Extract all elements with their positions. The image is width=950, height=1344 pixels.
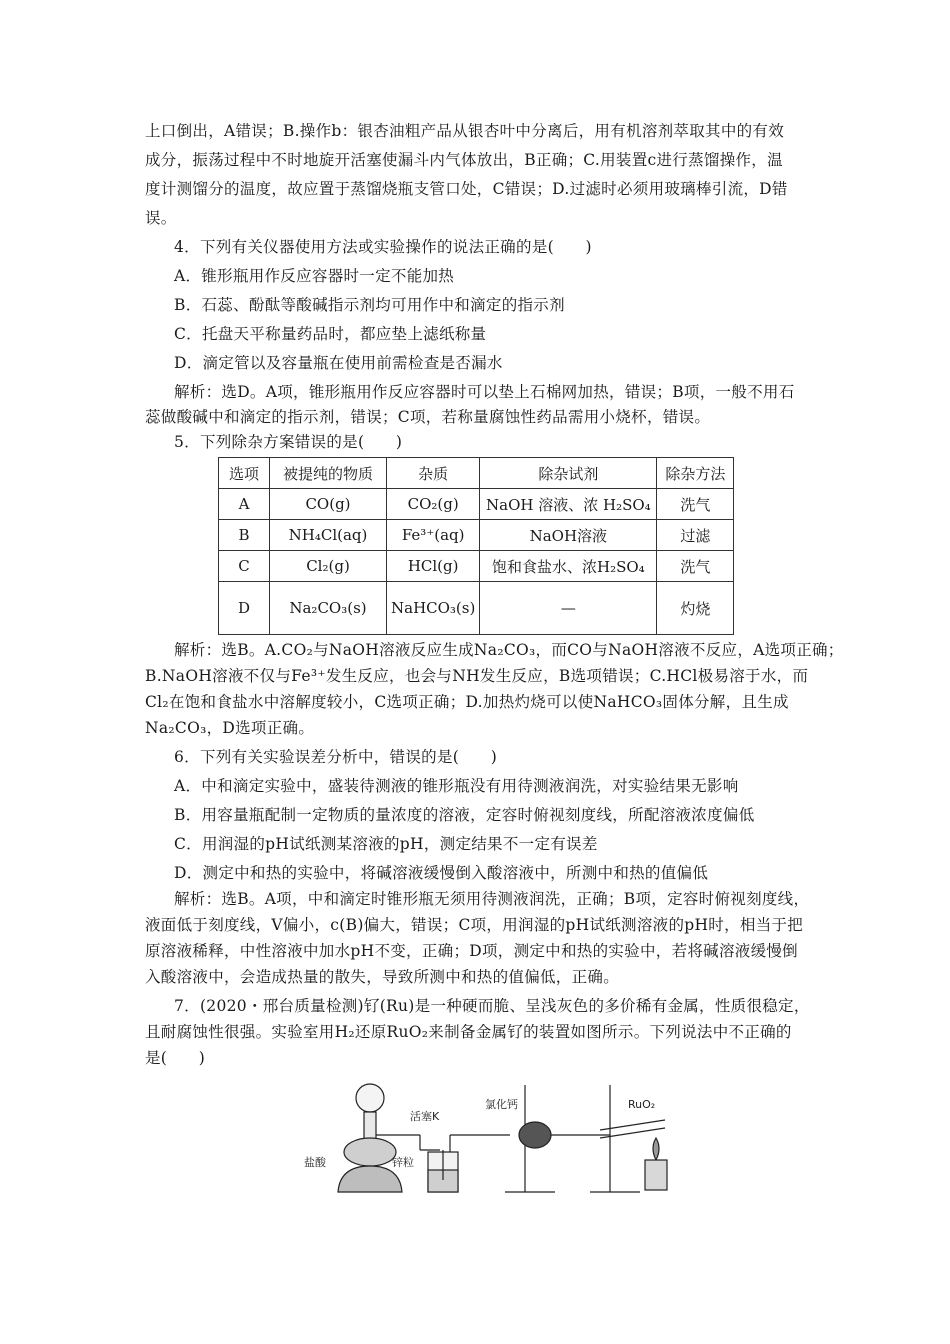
question-5-stem: 5．下列除杂方案错误的是( ) bbox=[174, 433, 403, 451]
text-line: 误。 bbox=[145, 209, 177, 227]
table-header: 杂质 bbox=[387, 458, 480, 489]
option-c: C．用润湿的pH试纸测某溶液的pH，测定结果不一定有误差 bbox=[174, 835, 598, 853]
table-cell: NaOH溶液 bbox=[480, 520, 657, 551]
table-header-row bbox=[219, 458, 734, 489]
valve-label: 活塞K bbox=[410, 1110, 440, 1123]
zinc-label: 锌粒 bbox=[392, 1156, 414, 1169]
text-line: 成分，振荡过程中不时地旋开活塞使漏斗内气体放出，B正确；C.用装置c进行蒸馏操作，温 bbox=[145, 151, 783, 169]
impurity-table bbox=[218, 457, 734, 635]
table-cell: 灼烧 bbox=[657, 582, 734, 635]
table-cell: NH₄Cl(aq) bbox=[270, 520, 387, 551]
drying-tube bbox=[505, 1085, 610, 1192]
table-cell: NaOH 溶液、浓 H₂SO₄ bbox=[480, 489, 657, 520]
explanation-line: 入酸溶液中，会造成热量的散失，导致所测中和热的值偏低，正确。 bbox=[145, 968, 620, 986]
question-7-stem: 7．(2020・邢台质量检测)钌(Ru)是一种硬而脆、呈浅灰色的多价稀有金属，性质很稳定， bbox=[174, 997, 810, 1015]
table-cell: A bbox=[219, 489, 270, 520]
explanation-line: Cl₂在饱和食盐水中溶解度较小，C选项正确；D.加热灼烧可以使NaHCO₃固体分解，且生成 bbox=[145, 693, 789, 711]
table-row bbox=[219, 582, 734, 635]
table-cell: 过滤 bbox=[657, 520, 734, 551]
table-header: 除杂方法 bbox=[657, 458, 734, 489]
table-cell: Cl₂(g) bbox=[270, 551, 387, 582]
explanation-line: 蕊做酸碱中和滴定的指示剂，错误；C项，若称量腐蚀性药品需用小烧杯，错误。 bbox=[145, 408, 711, 426]
option-d: D．测定中和热的实验中，将碱溶液缓慢倒入酸溶液中，所测中和热的值偏低 bbox=[174, 864, 709, 882]
table-cell: 饱和食盐水、浓H₂SO₄ bbox=[480, 551, 657, 582]
table-cell: C bbox=[219, 551, 270, 582]
table-header: 除杂试剂 bbox=[480, 458, 657, 489]
explanation-line: Na₂CO₃，D选项正确。 bbox=[145, 719, 315, 737]
table-cell: B bbox=[219, 520, 270, 551]
table-header: 选项 bbox=[219, 458, 270, 489]
table-cell: 洗气 bbox=[657, 489, 734, 520]
table-row bbox=[219, 520, 734, 551]
explanation-line: 解析：选B。A项，中和滴定时锥形瓶无须用待测液润洗，正确；B项，定容时俯视刻度线， bbox=[174, 890, 810, 908]
explanation-line: 解析：选D。A项，锥形瓶用作反应容器时可以垫上石棉网加热，错误；B项，一般不用石 bbox=[174, 383, 795, 401]
text-line: 上口倒出，A错误；B.操作b：银杏油粗产品从银杏叶中分离后，用有机溶剂萃取其中的有效 bbox=[145, 122, 785, 140]
option-c: C．托盘天平称量药品时，都应垫上滤纸称量 bbox=[174, 325, 487, 343]
table-cell: Fe³⁺(aq) bbox=[387, 520, 480, 551]
question-7-stem: 是( ) bbox=[145, 1049, 206, 1067]
drying-label: 氯化钙 bbox=[485, 1098, 518, 1111]
table-header: 被提纯的物质 bbox=[270, 458, 387, 489]
kipp-generator bbox=[338, 1084, 420, 1192]
table-cell: Na₂CO₃(s) bbox=[270, 582, 387, 635]
table-row bbox=[219, 551, 734, 582]
table-row bbox=[219, 489, 734, 520]
apparatus-figure bbox=[300, 1080, 670, 1200]
option-b: B．石蕊、酚酞等酸碱指示剂均可用作中和滴定的指示剂 bbox=[174, 296, 565, 314]
question-4-stem: 4．下列有关仪器使用方法或实验操作的说法正确的是( ) bbox=[174, 238, 592, 256]
table-cell: NaHCO₃(s) bbox=[387, 582, 480, 635]
question-7-stem: 且耐腐蚀性很强。实验室用H₂还原RuO₂来制备金属钌的装置如图所示。下列说法中不正确的 bbox=[145, 1023, 792, 1041]
option-a: A．中和滴定实验中，盛装待测液的锥形瓶没有用待测液润洗，对实验结果无影响 bbox=[174, 777, 739, 795]
table-cell: — bbox=[480, 582, 657, 635]
option-d: D．滴定管以及容量瓶在使用前需检查是否漏水 bbox=[174, 354, 503, 372]
table-cell: 洗气 bbox=[657, 551, 734, 582]
table-cell: CO₂(g) bbox=[387, 489, 480, 520]
text-line: 度计测馏分的温度，故应置于蒸馏烧瓶支管口处，C错误；D.过滤时必须用玻璃棒引流，D错 bbox=[145, 180, 788, 198]
oxide-label: RuO₂ bbox=[628, 1098, 656, 1111]
acid-label: 盐酸 bbox=[304, 1156, 326, 1169]
table-cell: HCl(g) bbox=[387, 551, 480, 582]
table-cell: CO(g) bbox=[270, 489, 387, 520]
question-6-stem: 6．下列有关实验误差分析中，错误的是( ) bbox=[174, 748, 498, 766]
option-a: A．锥形瓶用作反应容器时一定不能加热 bbox=[174, 267, 455, 285]
explanation-line: B.NaOH溶液不仅与Fe³⁺发生反应，也会与NH发生反应，B选项错误；C.HCl极易溶于水，而 bbox=[145, 667, 809, 685]
wash-bottle bbox=[420, 1135, 510, 1192]
explanation-line: 原溶液稀释，中性溶液中加水pH不变，正确；D项，测定中和热的实验中，若将碱溶液缓慢倒 bbox=[145, 942, 798, 960]
option-b: B．用容量瓶配制一定物质的量浓度的溶液，定容时俯视刻度线，所配溶液浓度偏低 bbox=[174, 806, 755, 824]
table-cell: D bbox=[219, 582, 270, 635]
explanation-line: 解析：选B。A.CO₂与NaOH溶液反应生成Na₂CO₃，而CO与NaOH溶液不反应，A选项正确； bbox=[174, 641, 844, 659]
explanation-line: 液面低于刻度线，V偏小，c(B)偏大，错误；C项，用润湿的pH试纸测溶液的pH时，相当于把 bbox=[145, 916, 804, 934]
